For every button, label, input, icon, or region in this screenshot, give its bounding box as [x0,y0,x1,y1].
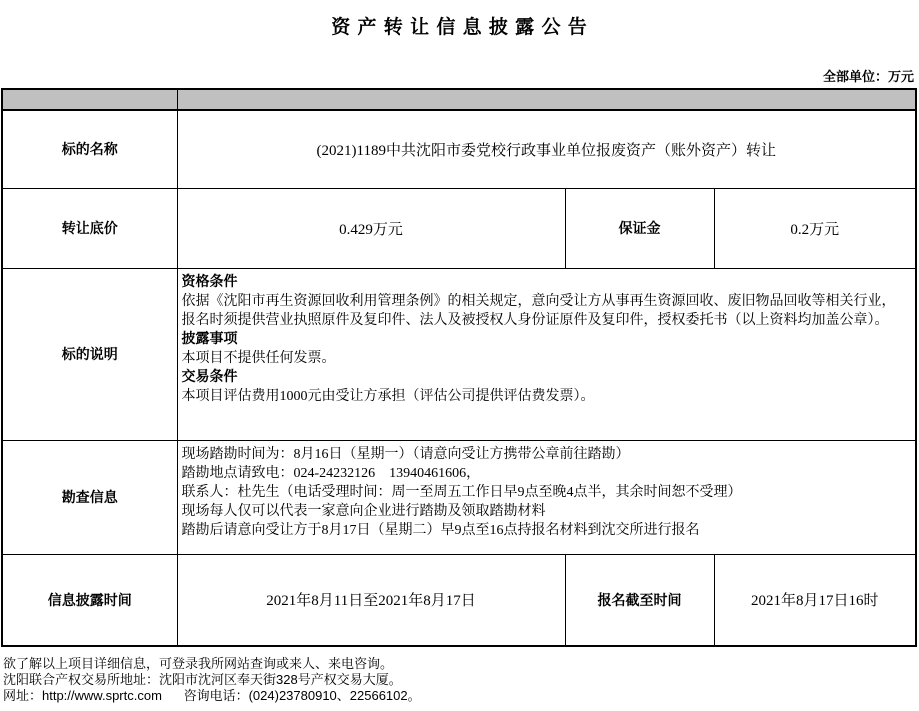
description-line: 资格条件 [181,274,238,290]
subject-description-label: 标的说明 [2,268,177,440]
page-title: 资 产 转 让 信 息 披 露 公 告 [331,17,588,38]
unit-note: 全部单位：万元 [822,69,914,84]
row-survey-info [2,440,916,554]
survey-info-label: 勘查信息 [2,440,177,554]
announcement-table [1,88,917,647]
registration-deadline-label: 报名截至时间 [565,554,714,646]
description-line: 本项目不提供任何发票。 [181,350,336,366]
disclosure-time-label: 信息披露时间 [2,554,177,646]
footer [0,647,919,704]
survey-line: 联系人：杜先生（电话受理时间：周一至周五工作日早9点至晚4点半，其余时间恕不受理） [181,484,742,500]
base-price-label: 转让底价 [2,188,177,268]
footer-note: 欲了解以上项目详细信息，可登录我所网站查询或来人、来电咨询。 [3,656,394,671]
footer-address: 沈阳联合产权交易所地址：沈阳市沈河区奉天街328号产权交易大厦。 [3,672,402,687]
description-line: 依据《沈阳市再生资源回收利用管理条例》的相关规定，意向受让方从事再生资源回收、废旧物品回收等相关行业，报名时须提供营业执照原件及复印件、法人及被授权人身份证原件及复印件，授权委托书（以上资料均加盖公章）。 [181,293,896,328]
row-price [2,188,916,268]
subject-description-content [177,268,916,440]
description-line: 交易条件 [181,369,238,385]
footer-contact: 网址：http://www.sprtc.com 咨询电话：(024)23780910、22566102。 [3,688,421,703]
survey-info-content [177,440,916,554]
row-disclosure-time [2,554,916,646]
survey-line: 踏勘后请意向受让方于8月17日（星期二）早9点至16点持报名材料到沈交所进行报名 [181,522,700,538]
survey-line: 现场每人仅可以代表一家意向企业进行踏勘及领取踏勘材料 [181,503,546,519]
disclosure-time-value: 2021年8月11日至2021年8月17日 [177,554,565,646]
deposit-value: 0.2万元 [714,188,916,268]
table-header-row [2,89,916,110]
subject-name-value: (2021)1189中共沈阳市委党校行政事业单位报废资产（账外资产）转让 [177,110,916,188]
subject-name-label: 标的名称 [2,110,177,188]
survey-line: 现场踏勘时间为：8月16日（星期一）（请意向受让方携带公章前往踏勘） [181,446,630,462]
header-cell-label [2,89,177,110]
survey-line: 踏勘地点请致电：024-24232126 13940461606， [181,465,481,481]
registration-deadline-value: 2021年8月17日16时 [714,554,916,646]
base-price-value: 0.429万元 [177,188,565,268]
header-cell-value [177,89,916,110]
description-line: 本项目评估费用1000元由受让方承担（评估公司提供评估费发票）。 [181,388,595,404]
deposit-label: 保证金 [565,188,714,268]
row-subject-description [2,268,916,440]
description-line: 披露事项 [181,331,238,347]
row-subject-name [2,110,916,188]
